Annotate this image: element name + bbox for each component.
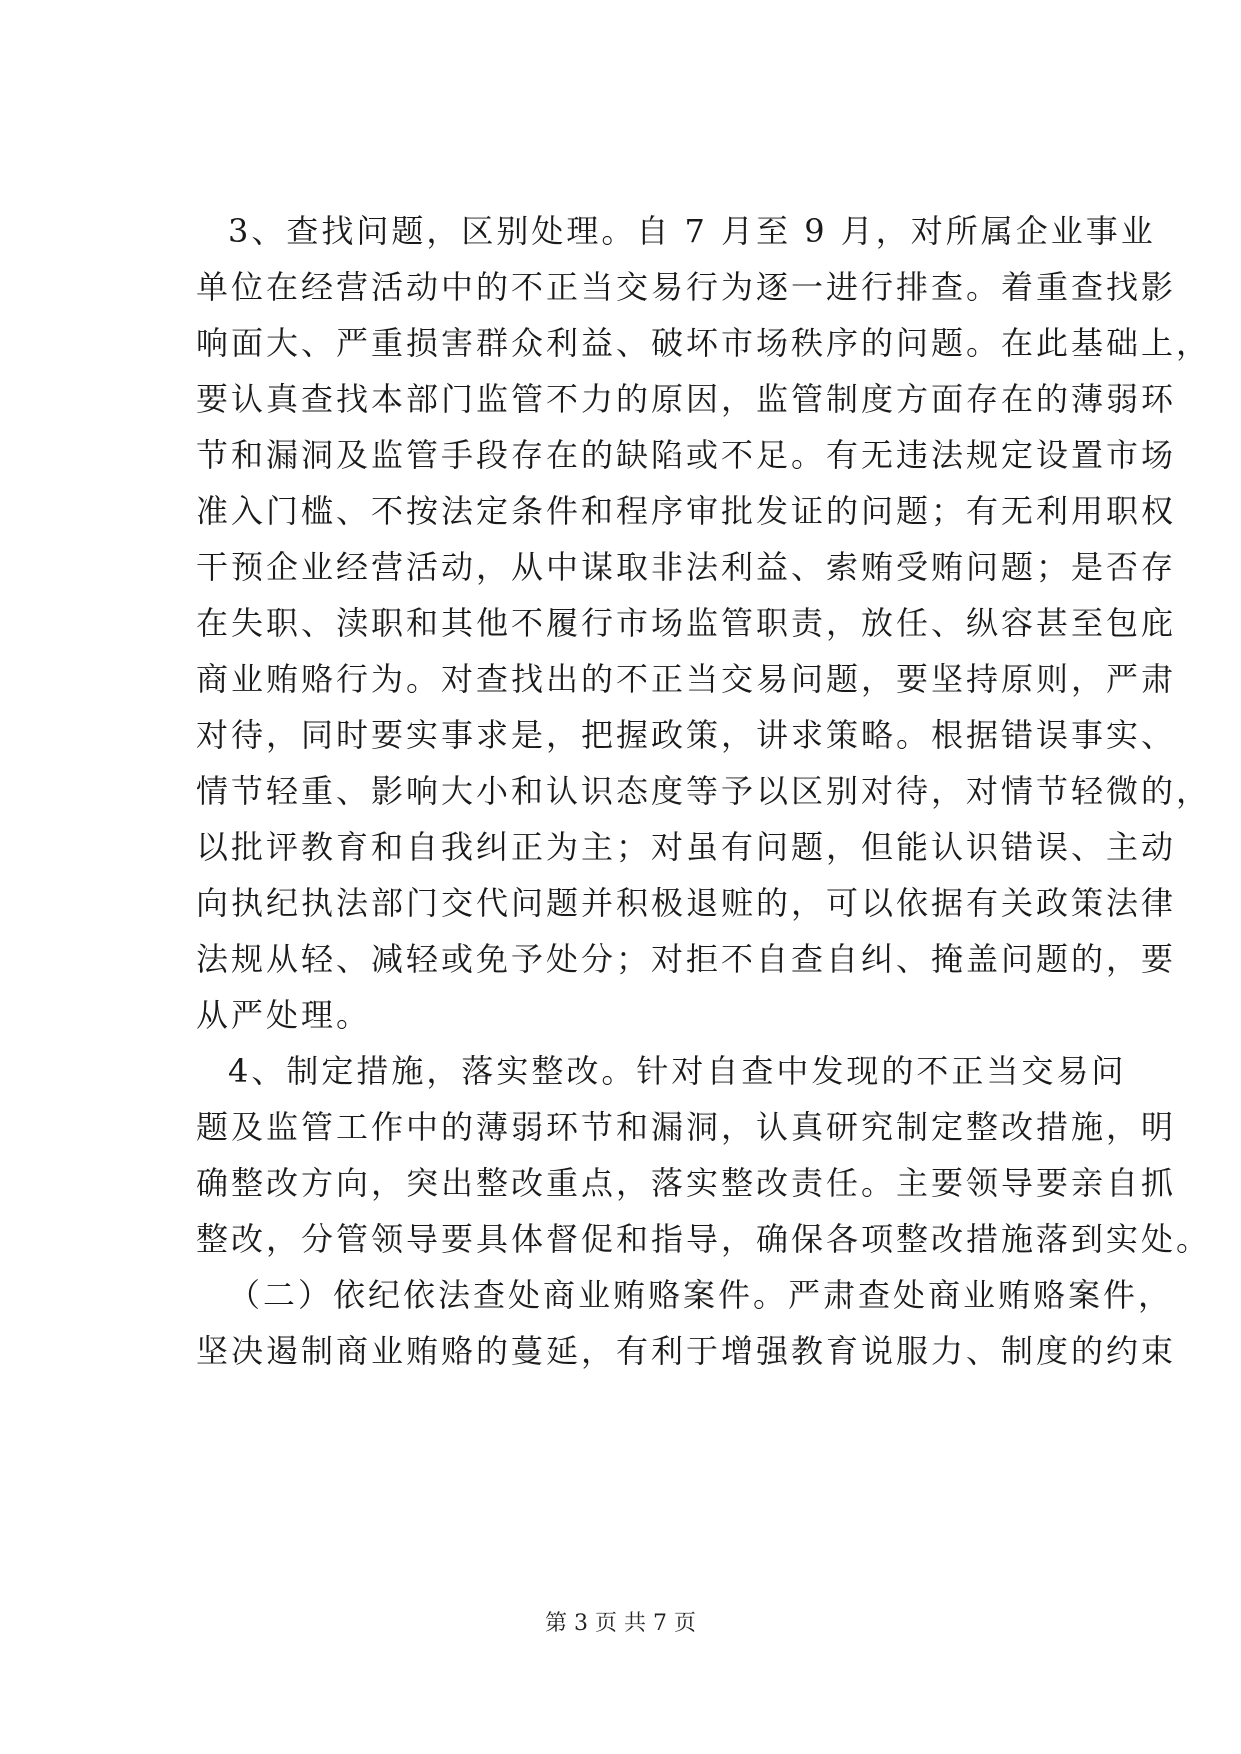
paragraph-line: 对待，同时要实事求是，把握政策，讲求策略。根据错误事实、 <box>196 716 1177 754</box>
paragraph-line: 法规从轻、减轻或免予处分；对拒不自查自纠、掩盖问题的，要 <box>196 940 1177 978</box>
paragraph-line: 情节轻重、影响大小和认识态度等予以区别对待，对情节轻微的， <box>196 772 1212 810</box>
paragraph-line: 以批评教育和自我纠正为主；对虽有问题，但能认识错误、主动 <box>196 828 1177 866</box>
paragraph-line: 在失职、渎职和其他不履行市场监管职责，放任、纵容甚至包庇 <box>196 604 1177 642</box>
paragraph-line: 单位在经营活动中的不正当交易行为逐一进行排查。着重查找影 <box>196 268 1177 306</box>
paragraph-line: 题及监管工作中的薄弱环节和漏洞，认真研究制定整改措施，明 <box>196 1108 1177 1146</box>
paragraph-line: 响面大、严重损害群众利益、破坏市场秩序的问题。在此基础上， <box>196 324 1212 362</box>
paragraph-line: 商业贿赂行为。对查找出的不正当交易问题，要坚持原则，严肃 <box>196 660 1177 698</box>
page-number-footer: 第 3 页 共 7 页 <box>545 1611 696 1636</box>
paragraph-line: 坚决遏制商业贿赂的蔓延，有利于增强教育说服力、制度的约束 <box>196 1332 1177 1370</box>
paragraph-line: 要认真查找本部门监管不力的原因，监管制度方面存在的薄弱环 <box>196 380 1177 418</box>
paragraph-line: 确整改方向，突出整改重点，落实整改责任。主要领导要亲自抓 <box>196 1164 1177 1202</box>
paragraph-line: （二）依纪依法查处商业贿赂案件。严肃查处商业贿赂案件， <box>228 1276 1174 1314</box>
paragraph-line: 从严处理。 <box>196 996 372 1034</box>
paragraph-line: 向执纪执法部门交代问题并积极退赃的，可以依据有关政策法律 <box>196 884 1177 922</box>
paragraph-line: 3、查找问题，区别处理。自 7 月至 9 月，对所属企业事业 <box>228 212 1156 250</box>
paragraph-line: 4、制定措施，落实整改。针对自查中发现的不正当交易问 <box>228 1052 1127 1090</box>
paragraph-line: 整改，分管领导要具体督促和指导，确保各项整改措施落到实处。 <box>196 1220 1212 1258</box>
paragraph-line: 准入门槛、不按法定条件和程序审批发证的问题；有无利用职权 <box>196 492 1177 530</box>
paragraph-line: 节和漏洞及监管手段存在的缺陷或不足。有无违法规定设置市场 <box>196 436 1177 474</box>
paragraph-line: 干预企业经营活动，从中谋取非法利益、索贿受贿问题；是否存 <box>196 548 1177 586</box>
